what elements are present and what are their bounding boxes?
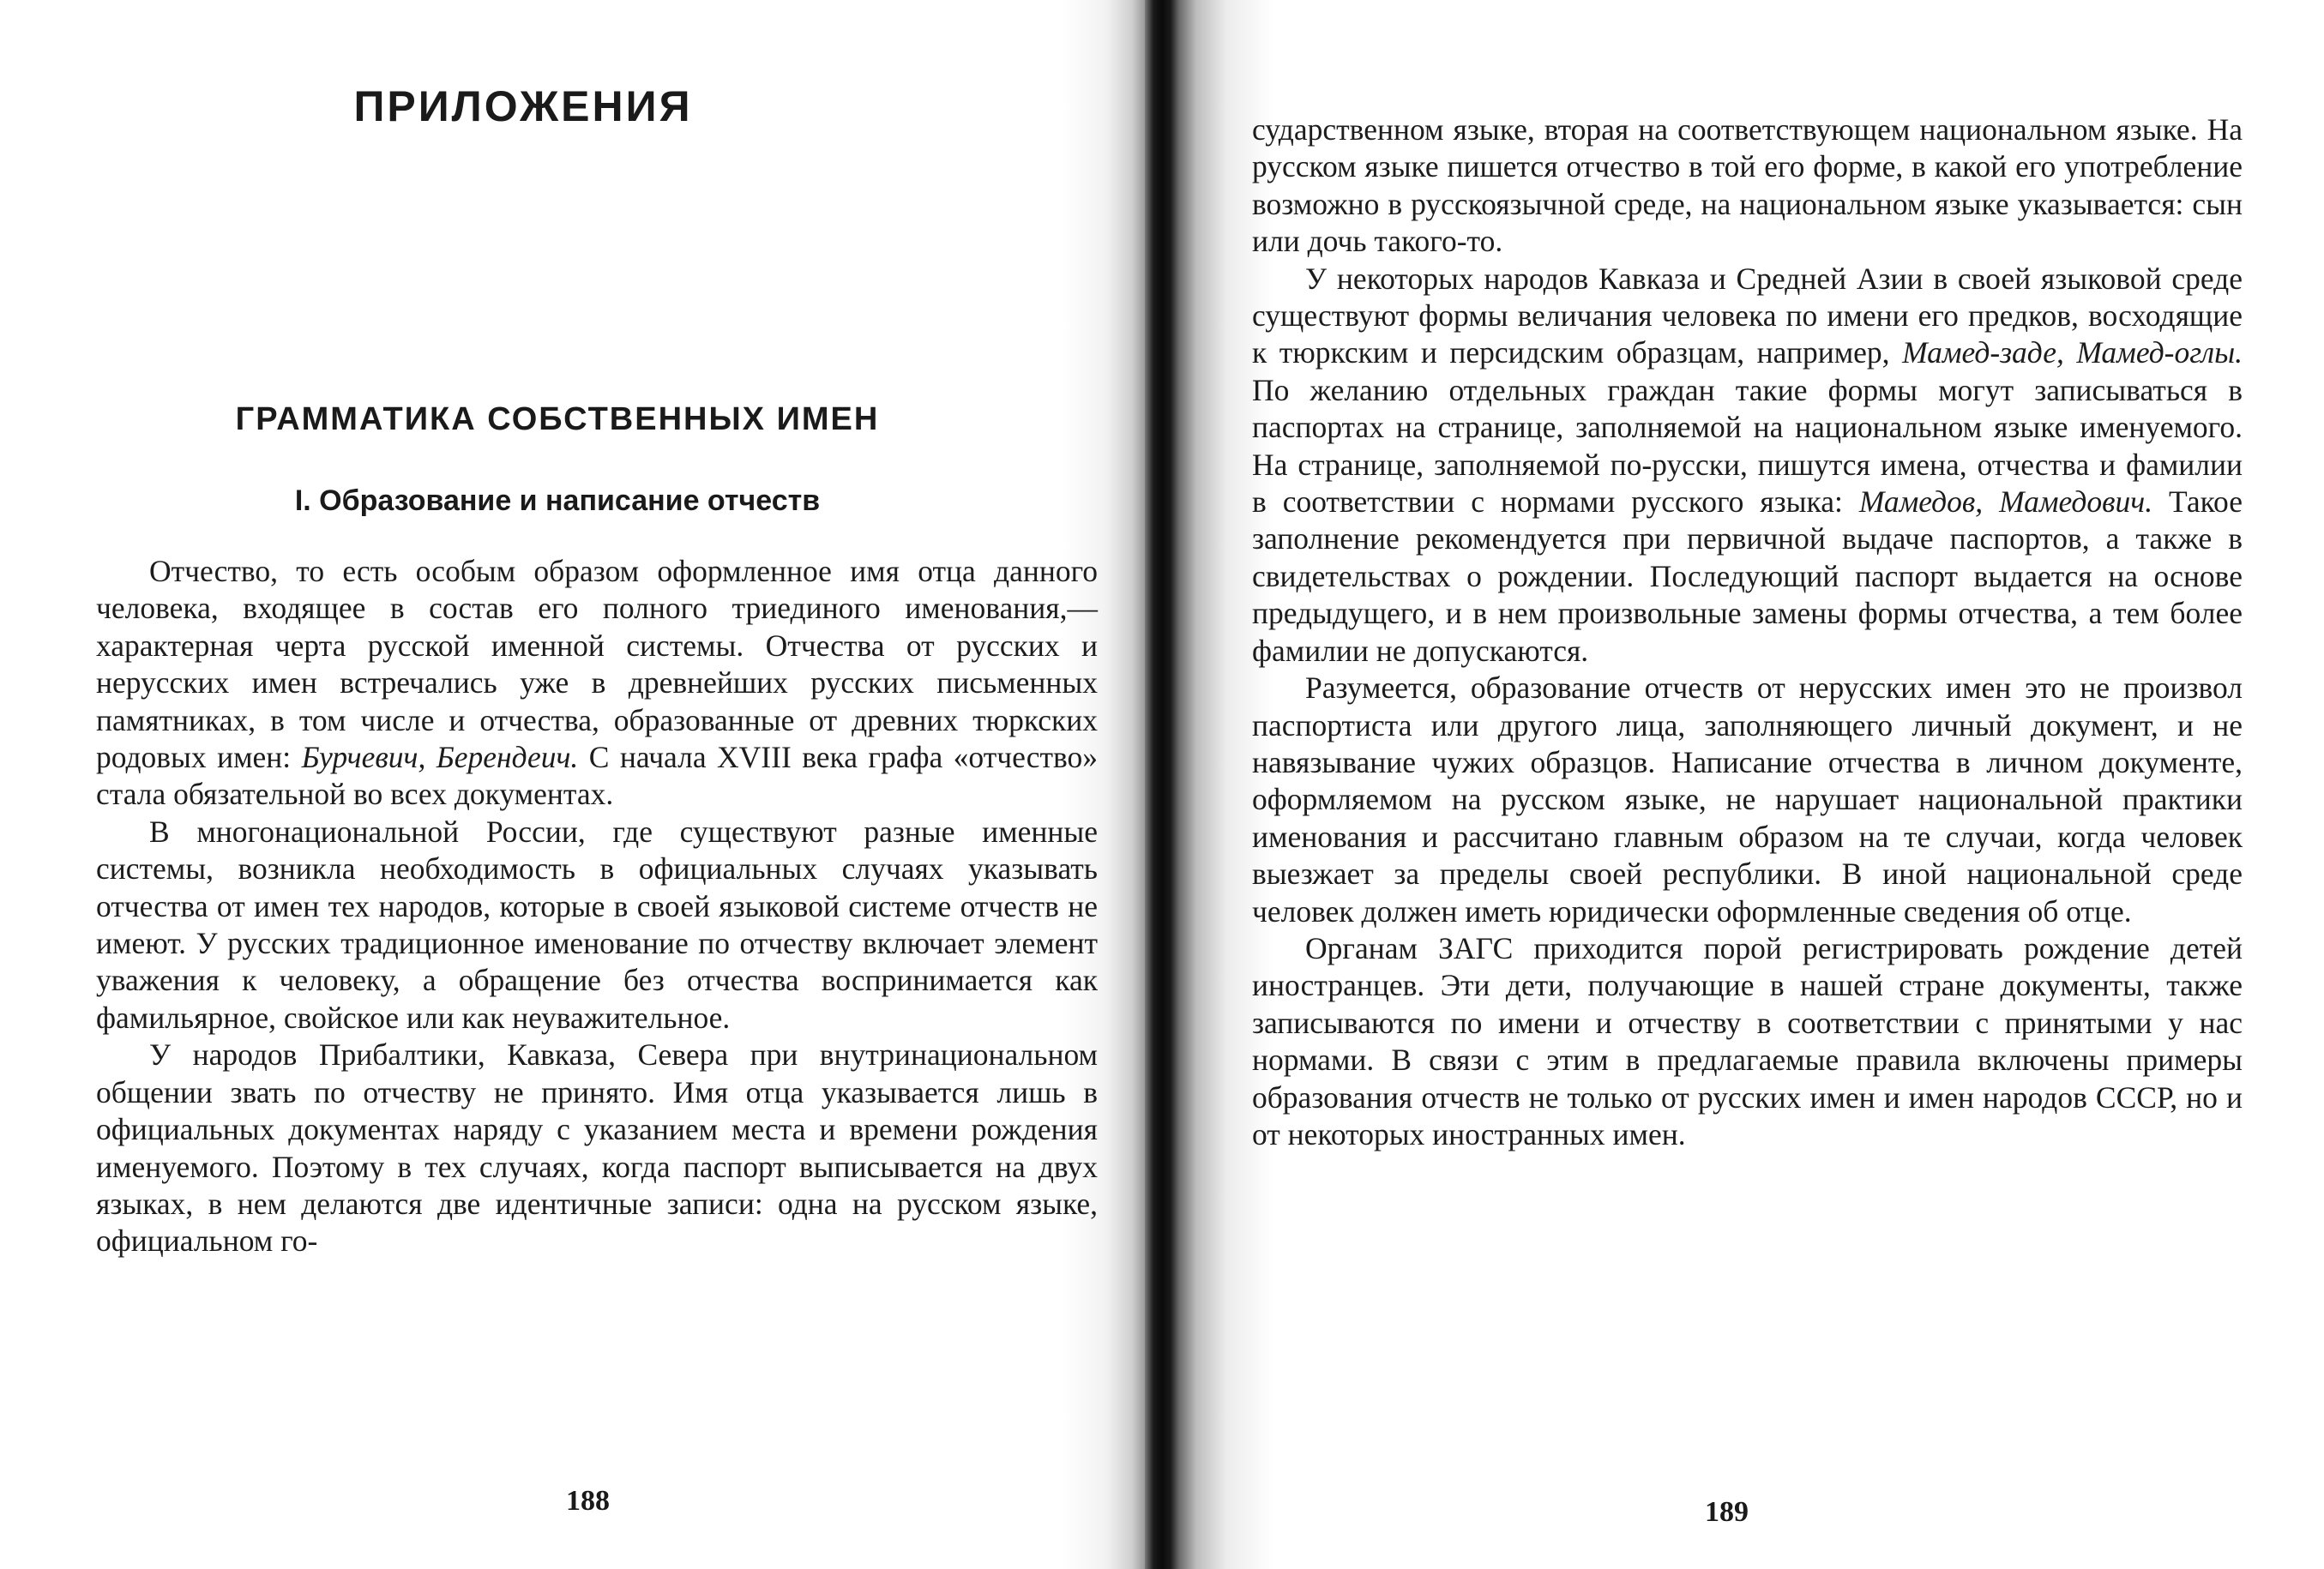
italic-example: Мамедов, Мамедович.	[1858, 484, 2153, 520]
section-title: ГРАММАТИКА СОБСТВЕННЫХ ИМЕН	[235, 401, 880, 437]
page-number: 189	[1705, 1496, 1749, 1528]
page-title: ПРИЛОЖЕНИЯ	[353, 82, 693, 130]
left-page	[0, 0, 1145, 1569]
paragraph	[96, 553, 1098, 814]
italic-example: Бурчевич, Берендеич.	[301, 740, 579, 775]
paragraph-text: Такое заполнение рекомендуется при первичной выдаче паспортов, а также в свидетельствах о рождении. Последующий паспорт выдается на основе предыдущего, и в нем произвольные замены формы отчества, а тем более фамилии не допускаются.	[1252, 484, 2243, 668]
right-body-text	[1252, 111, 2243, 1153]
paragraph	[1252, 261, 2243, 670]
italic-example: Мамед-заде, Мамед-оглы.	[1902, 335, 2243, 370]
paragraph-text: По желанию отдельных граждан такие формы могут записываться в паспортах на странице, заполняемой на национальном языке именуемого. На странице, заполняемой по-русски, пишутся имена, отчества и фамилии в соответствии с нормами русского языка:	[1252, 372, 2243, 520]
paragraph: У народов Прибалтики, Кавказа, Севера при внутринациональном общении звать по отчеству не принято. Имя отца указывается лишь в официальных документах наряду с указанием места и времени рождения именуемого. Поэтому в тех случаях, когда паспорт выписывается на двух языках, в нем делаются две идентичные записи: одна на русском языке, официальном го-	[96, 1037, 1098, 1259]
paragraph: сударственном языке, вторая на соответствующем национальном языке. На русском языке пишется отчество в той его форме, в какой его употребление возможно в русскоязычной среде, на национальном языке указывается: сын или дочь такого-то.	[1252, 112, 2243, 259]
paragraph: Органам ЗАГС приходится порой регистрировать рождение детей иностранцев. Эти дети, получающие в нашей стране документы, также записываются по имени и отчеству в соответствии с принятыми у нас нормами. В связи с этим в предлагаемые правила включены примеры образования отчеств не только от русских имен и имен народов СССР, но и от некоторых иностранных имен.	[1252, 930, 2243, 1151]
page-number: 188	[566, 1485, 610, 1517]
paragraph-text: Отчество, то есть особым образом оформленное имя отца данного человека, входящее в состав его полного триединого именования,— характерная черта русской именной системы. Отчества от русских и нерусских имен встречались уже в древнейших русских письменных памятниках, в том числе и отчества, образованные от древних тюркских родовых имен:	[96, 554, 1098, 775]
paragraph: В многонациональной России, где существуют разные именные системы, возникла необходимость в официальных случаях указывать отчества от имен тех народов, которые в своей языковой системе отчеств не имеют. У русских традиционное именование по отчеству включает элемент уважения к человеку, а обращение без отчества воспринимается как фамильярное, свойское или как неуважительное.	[96, 814, 1098, 1035]
paragraph-text: С начала XVIII века графа «отчество» стала обязательной во всех документах.	[96, 740, 1098, 812]
paragraph-text: У некоторых народов Кавказа и Средней Азии в своей языковой среде существуют формы величания человека по имени его предков, восходящие к тюркским и персидским образцам, например,	[1252, 261, 2243, 370]
book-gutter	[1145, 0, 1179, 1569]
left-body-text	[96, 553, 1098, 1260]
paragraph: Разумеется, образование отчеств от нерусских имен это не произвол паспортиста или другого лица, заполняющего личный документ, и не навязывание чужих образцов. Написание отчества в личном документе, оформляемом на русском языке, не нарушает национальной практики именования и рассчитано главным образом на те случаи, когда человек выезжает за пределы своей республики. В иной национальной среде человек должен иметь юридически оформленные сведения об отце.	[1252, 670, 2243, 929]
subsection-title: I. Образование и написание отчеств	[294, 484, 821, 517]
